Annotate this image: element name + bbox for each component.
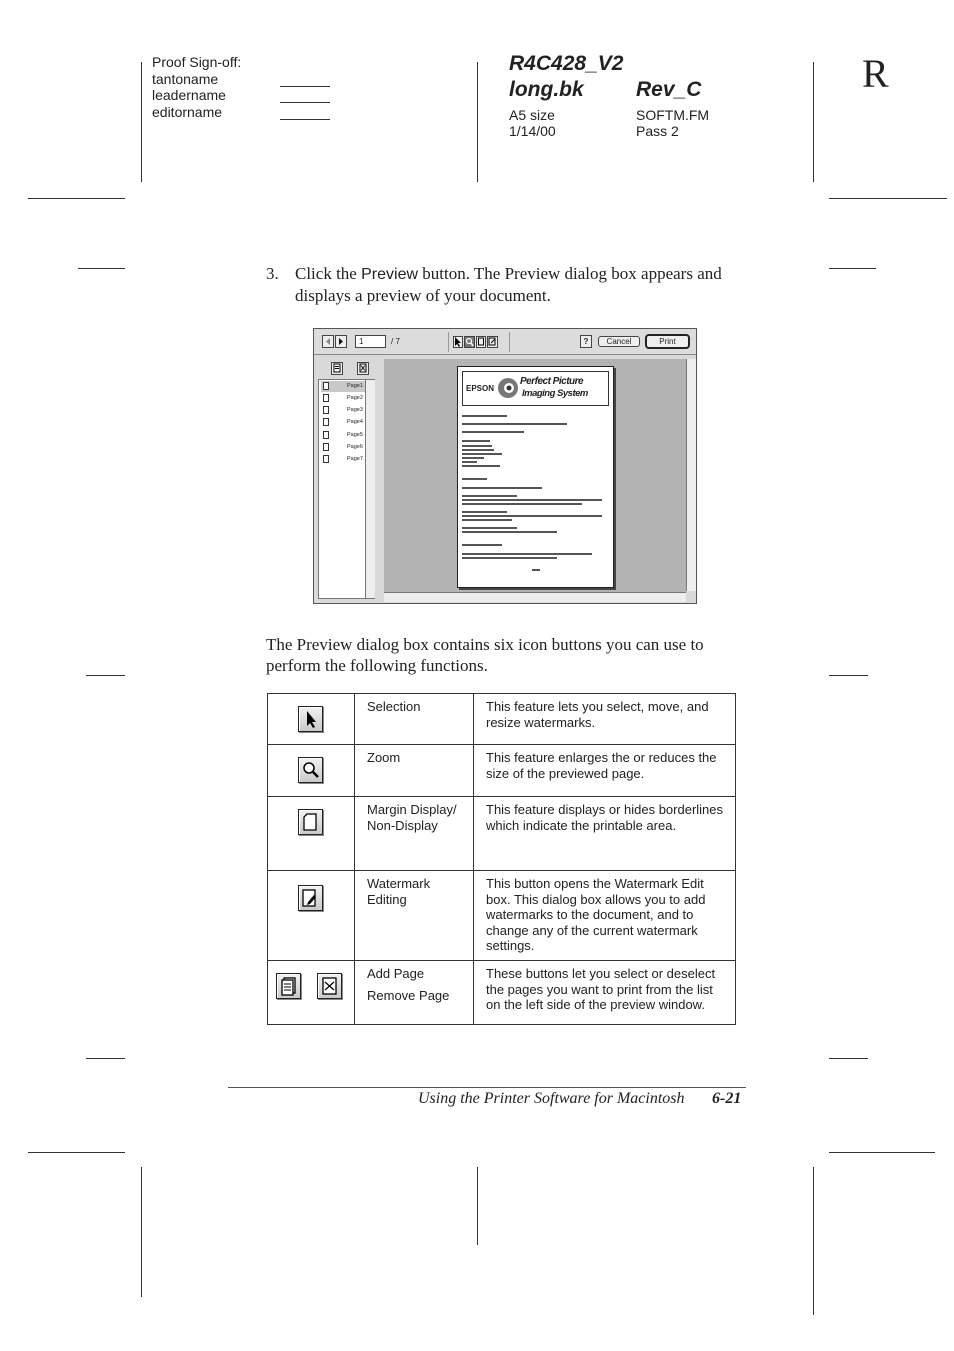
prev-page-button[interactable] <box>322 335 334 348</box>
crop-mark <box>141 1167 142 1297</box>
step-number: 3. <box>266 264 279 283</box>
step-text-before: Click the <box>295 264 362 283</box>
magnifier-icon <box>301 760 320 780</box>
icon-button-table <box>267 693 736 1025</box>
revision: Rev_C <box>636 78 702 101</box>
crop-mark <box>813 1167 814 1315</box>
preview-vertical-scrollbar[interactable] <box>686 359 696 591</box>
remove-page-icon <box>358 363 368 374</box>
crop-mark <box>829 198 947 199</box>
crop-mark <box>829 1152 935 1153</box>
selection-button <box>298 706 323 732</box>
margin-page-icon <box>301 812 320 832</box>
icon-cell <box>268 961 355 1025</box>
feature-name: Watermark Editing <box>355 871 474 961</box>
page-icon <box>323 431 329 439</box>
help-button[interactable]: ? <box>580 335 592 348</box>
selection-tool-button[interactable] <box>453 336 463 348</box>
file-name: SOFTM.FM <box>636 107 710 123</box>
feature-description: This feature enlarges the or reduces the size of the previewed page. <box>474 745 736 797</box>
zoom-button <box>298 757 323 783</box>
doc-title-line1: Perfect Picture <box>520 376 584 387</box>
page-label: Page7 <box>347 456 363 462</box>
margin-mark <box>829 675 868 676</box>
margin-tool-button[interactable] <box>476 336 486 348</box>
epson-swirl-logo <box>496 375 520 401</box>
preview-horizontal-scrollbar[interactable] <box>384 592 686 602</box>
previewed-page <box>457 366 614 588</box>
magnifier-icon <box>465 337 474 347</box>
zoom-tool-button[interactable] <box>464 336 475 348</box>
feature-description: These buttons let you select or deselect the pages you want to print from the list on the left side of the preview window. <box>474 961 736 1025</box>
page-label: Page5 <box>347 432 363 438</box>
margin-mark <box>78 268 125 269</box>
page-label: Page2 <box>347 395 363 401</box>
add-page-icon <box>332 363 342 374</box>
crop-mark <box>813 62 814 182</box>
page-icon <box>323 455 329 463</box>
arrow-left-icon <box>323 336 333 347</box>
feature-name: Margin Display/ Non-Display <box>355 797 474 871</box>
page-list-scrollbar[interactable] <box>365 380 375 598</box>
page-size: A5 size <box>509 107 555 123</box>
crop-mark <box>477 1167 478 1245</box>
page-number: 6-21 <box>712 1090 742 1107</box>
table-row <box>268 871 736 961</box>
page-list <box>318 379 375 599</box>
margin-page-icon <box>477 337 485 347</box>
page-number-field[interactable]: 1 <box>355 335 386 348</box>
page-total: / 7 <box>391 337 400 346</box>
proof-name: editorname <box>152 103 223 120</box>
feature-description: This feature displays or hides borderlines which indicate the printable area. <box>474 797 736 871</box>
add-page-icon <box>279 976 298 996</box>
doc-date: 1/14/00 <box>509 123 556 139</box>
cancel-button[interactable]: Cancel <box>598 336 640 347</box>
remove-page-icon <box>320 976 339 996</box>
step-text-after: button. The Preview dialog box appears and displays a preview of your document. <box>295 264 722 305</box>
page-icon <box>323 394 329 402</box>
table-row <box>268 797 736 871</box>
watermark-edit-icon <box>301 888 320 908</box>
margin-mark <box>829 268 876 269</box>
page-label: Page4 <box>347 419 363 425</box>
page-icon <box>323 443 329 451</box>
icon-cell <box>268 694 355 745</box>
page-icon <box>323 382 329 390</box>
job-code: R4C428_V2 <box>509 52 624 75</box>
feature-description: This button opens the Watermark Edit box. This dialog box allows you to add watermarks to the document, and to change any of the current watermark settings. <box>474 871 736 961</box>
proof-signoff <box>152 54 241 120</box>
doc-text-lines <box>462 415 608 577</box>
page-label: Page6 <box>347 444 363 450</box>
add-page-button <box>276 973 301 999</box>
signoff-blank <box>280 102 330 103</box>
icon-cell <box>268 797 355 871</box>
crop-mark <box>28 1152 125 1153</box>
crop-mark <box>477 62 478 182</box>
feature-name-remove: Remove Page <box>367 987 450 1003</box>
page-icon <box>323 406 329 414</box>
arrow-pointer-icon <box>454 337 462 347</box>
preview-area <box>384 359 686 599</box>
arrow-pointer-icon <box>301 709 320 729</box>
page-icon <box>323 418 329 426</box>
crop-mark <box>141 62 142 182</box>
margin-display-button <box>298 809 323 835</box>
footer-rule <box>228 1087 746 1088</box>
feature-name: Zoom <box>355 745 474 797</box>
arrow-right-icon <box>336 336 346 347</box>
add-page-small-button[interactable] <box>331 362 343 375</box>
signoff-blank <box>280 86 330 87</box>
margin-mark <box>86 1058 125 1059</box>
proof-label: Proof Sign-off: <box>152 54 242 70</box>
margin-mark <box>829 1058 868 1059</box>
feature-description: This feature lets you select, move, and resize watermarks. <box>474 694 736 745</box>
watermark-editing-button <box>298 885 323 911</box>
table-row <box>268 745 736 797</box>
crop-mark <box>28 198 125 199</box>
corner-letter: R <box>862 51 889 96</box>
icon-cell <box>268 745 355 797</box>
step-text <box>295 263 745 306</box>
print-button[interactable]: Print <box>645 334 690 349</box>
signoff-blank <box>280 119 330 120</box>
preview-dialog-screenshot <box>313 328 697 604</box>
page-label: Page3 <box>347 407 363 413</box>
preview-toolbar <box>314 329 696 355</box>
proof-name: leadername <box>152 87 226 103</box>
table-row <box>268 961 736 1025</box>
watermark-edit-icon <box>488 337 497 347</box>
pass-number: Pass 2 <box>636 123 679 139</box>
watermark-tool-button[interactable] <box>487 336 498 348</box>
margin-mark <box>86 675 125 676</box>
doc-title-line2: Imaging System <box>522 388 588 399</box>
feature-name: Selection <box>355 694 474 745</box>
table-row <box>268 694 736 745</box>
doc-brand: EPSON <box>466 384 495 393</box>
remove-page-small-button[interactable] <box>357 362 369 375</box>
intro-paragraph: The Preview dialog box contains six icon buttons you can use to perform the following functions. <box>266 635 704 675</box>
remove-page-button <box>317 973 342 999</box>
book-name: long.bk <box>509 78 584 101</box>
icon-cell <box>268 871 355 961</box>
feature-name-add: Add Page <box>367 966 425 981</box>
next-page-button[interactable] <box>335 335 347 348</box>
preview-button-word: Preview <box>361 266 419 283</box>
proof-name: tantoname <box>152 70 219 87</box>
page-label: Page1 <box>347 383 363 389</box>
feature-name <box>355 961 474 1025</box>
footer-title: Using the Printer Software for Macintosh <box>418 1090 685 1107</box>
